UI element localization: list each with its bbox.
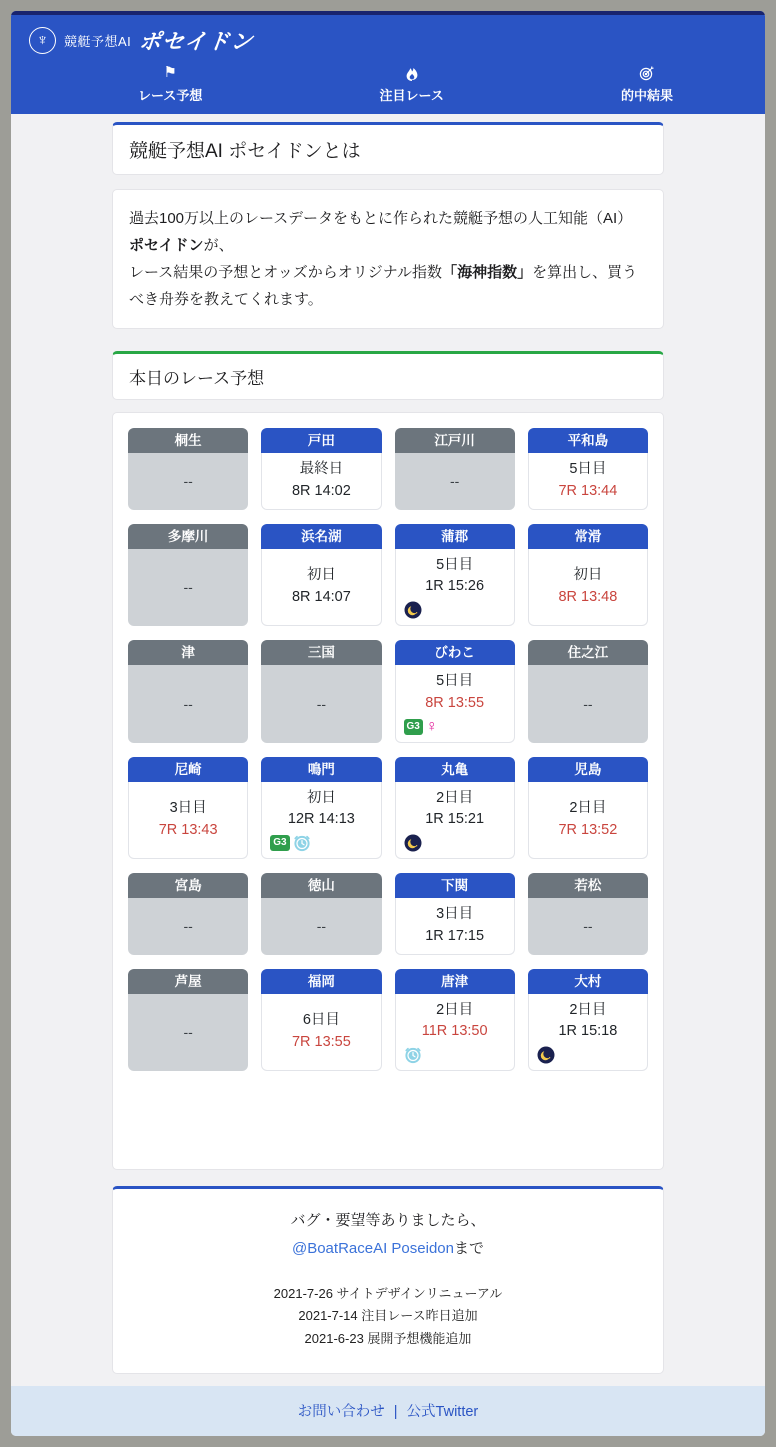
venue-name: 江戸川 — [395, 428, 515, 453]
venue-body — [128, 898, 248, 955]
official-twitter-link[interactable]: 公式Twitter — [406, 1403, 479, 1420]
venue-card — [261, 873, 381, 955]
venue-body — [128, 665, 248, 743]
venue-card[interactable] — [261, 428, 381, 510]
venue-name: 福岡 — [261, 969, 381, 994]
venue-card[interactable] — [395, 524, 515, 627]
venue-grid-card — [112, 412, 664, 1170]
venue-placeholder: -- — [583, 695, 593, 712]
venue-card[interactable] — [261, 524, 381, 627]
venue-body — [395, 994, 515, 1072]
women-race-icon: ♀ — [425, 717, 438, 735]
venue-grid — [128, 428, 648, 1071]
venue-badges — [537, 1046, 555, 1064]
venue-badges — [404, 718, 438, 736]
g3-badge-icon: G3 — [404, 719, 423, 735]
venue-body — [128, 994, 248, 1072]
venue-race-time: 8R 14:07 — [291, 588, 351, 605]
venue-name: 宮島 — [128, 873, 248, 898]
venue-day: 初日 — [306, 567, 336, 583]
venue-body — [261, 898, 381, 955]
venue-body — [261, 782, 381, 860]
venue-race-time: 8R 13:48 — [558, 588, 618, 605]
flame-icon — [405, 64, 419, 81]
venue-name: 三国 — [261, 640, 381, 665]
venue-placeholder: -- — [183, 473, 193, 490]
venue-placeholder: -- — [316, 918, 327, 935]
venue-placeholder: -- — [449, 473, 460, 490]
venue-race-time: 7R 13:44 — [558, 482, 618, 499]
venue-body — [395, 782, 515, 860]
venue-name: 下関 — [395, 873, 515, 898]
about-title-card — [112, 122, 664, 175]
venue-name: 平和島 — [528, 428, 648, 453]
site-header — [11, 11, 765, 114]
venue-placeholder: -- — [183, 1024, 193, 1041]
link-separator: | — [393, 1403, 398, 1420]
venue-name: 唐津 — [395, 969, 515, 994]
venue-card[interactable] — [128, 757, 248, 860]
venue-race-time: 12R 14:13 — [287, 811, 355, 828]
venue-card[interactable] — [528, 428, 648, 510]
venue-placeholder: -- — [583, 918, 593, 935]
venue-name: 若松 — [528, 873, 648, 898]
venue-body — [528, 665, 648, 743]
venue-body — [261, 453, 381, 510]
venue-day: 5日目 — [436, 556, 474, 573]
venue-day: 初日 — [306, 789, 336, 806]
venue-body — [528, 453, 648, 510]
venue-day: 5日目 — [569, 461, 607, 477]
nighter-moon-icon — [404, 834, 422, 852]
nighter-moon-icon — [404, 601, 422, 619]
venue-day: 3日目 — [169, 800, 207, 816]
venue-body — [261, 665, 381, 743]
changelog-entry: 2021-7-14 注目レース昨日追加 — [298, 1308, 478, 1324]
about-description-card — [112, 189, 664, 329]
venue-body — [261, 994, 381, 1072]
venue-name: びわこ — [395, 640, 515, 665]
venue-badges — [404, 601, 422, 619]
venue-name: 芦屋 — [128, 969, 248, 994]
nav-featured-races[interactable] — [379, 64, 443, 104]
venue-day: 2日目 — [569, 800, 607, 816]
venue-card — [395, 428, 515, 510]
venue-card — [128, 969, 248, 1072]
venue-name: 戸田 — [261, 428, 381, 453]
venue-name: 尼崎 — [128, 757, 248, 782]
contact-link[interactable]: お問い合わせ — [297, 1403, 385, 1420]
venue-body — [128, 549, 248, 627]
venue-name: 大村 — [528, 969, 648, 994]
venue-day: 6日目 — [302, 1012, 340, 1028]
bottom-bar — [11, 1386, 765, 1436]
venue-name: 住之江 — [528, 640, 648, 665]
target-icon — [639, 64, 655, 81]
venue-race-time: 1R 15:21 — [425, 811, 485, 828]
venue-body — [395, 665, 515, 743]
page — [11, 11, 765, 1436]
venue-card — [528, 873, 648, 955]
venue-race-time: 7R 13:55 — [291, 1033, 351, 1050]
venue-card — [261, 640, 381, 743]
venue-name: 多摩川 — [128, 524, 248, 549]
venue-badges — [270, 834, 310, 852]
venue-body — [395, 453, 515, 510]
venue-body — [395, 549, 515, 627]
venue-race-time: 1R 15:26 — [425, 578, 485, 595]
venue-name: 津 — [128, 640, 248, 665]
venue-body — [528, 782, 648, 860]
venue-card[interactable] — [261, 757, 381, 860]
bug-request-line: バグ・要望等ありましたら、 — [290, 1212, 486, 1229]
venue-body — [128, 453, 248, 510]
venue-race-time: 8R 14:02 — [291, 482, 351, 499]
contact-line: @BoatRaceAI Poseidonまで — [291, 1239, 484, 1257]
venue-card — [128, 428, 248, 510]
changelog — [129, 1283, 647, 1351]
site-name: ポセイドン — [137, 29, 255, 54]
venue-name: 蒲郡 — [395, 524, 515, 549]
venue-card — [128, 873, 248, 955]
morning-clock-icon — [404, 1046, 422, 1064]
venue-day: 2日目 — [569, 1001, 607, 1018]
venue-badges — [404, 834, 422, 852]
venue-body — [128, 782, 248, 860]
venue-race-time: 1R 17:15 — [425, 927, 485, 944]
venue-name: 桐生 — [128, 428, 248, 453]
today-section-title — [112, 351, 664, 400]
venue-day: 最終日 — [299, 461, 344, 477]
venue-day: 2日目 — [436, 1001, 474, 1018]
venue-race-time: 7R 13:43 — [158, 821, 218, 838]
venue-body — [528, 898, 648, 955]
venue-race-time: 8R 13:55 — [425, 694, 485, 711]
venue-placeholder: -- — [183, 579, 193, 596]
changelog-entry: 2021-6-23 展開予想機能追加 — [304, 1331, 472, 1346]
nighter-moon-icon — [537, 1046, 555, 1064]
venue-day: 5日目 — [436, 673, 474, 689]
venue-card — [528, 640, 648, 743]
venue-name: 児島 — [528, 757, 648, 782]
twitter-account-link[interactable]: @BoatRaceAI Poseidon — [291, 1239, 454, 1257]
nav-label: 的中結果 — [620, 88, 673, 103]
morning-clock-icon — [293, 834, 311, 852]
logo[interactable] — [11, 21, 765, 64]
nav-hit-results[interactable] — [621, 64, 673, 104]
venue-name: 丸亀 — [395, 757, 515, 782]
venue-body — [261, 549, 381, 627]
venue-race-time: 7R 13:52 — [558, 821, 618, 838]
venue-placeholder: -- — [183, 918, 193, 935]
venue-card[interactable] — [395, 757, 515, 860]
venue-card[interactable] — [528, 524, 648, 627]
venue-badges — [404, 1046, 422, 1064]
venue-name: 浜名湖 — [261, 524, 381, 549]
venue-race-time: 11R 13:50 — [421, 1023, 488, 1040]
about-line-1: 過去100万以上のレースデータをもとに作られた競艇予想の人工知能（AI）ポセイドンが、 — [129, 210, 633, 254]
nav-label: レース予想 — [138, 88, 203, 103]
section-title: 本日のレース予想 — [129, 369, 265, 388]
nav-label: 注目レース — [379, 88, 444, 103]
main-content — [112, 114, 664, 1386]
venue-name: 鳴門 — [261, 757, 381, 782]
site-info-card — [112, 1186, 664, 1374]
venue-body — [528, 994, 648, 1072]
venue-name: 徳山 — [261, 873, 381, 898]
venue-day: 3日目 — [436, 906, 474, 922]
venue-name: 常滑 — [528, 524, 648, 549]
venue-day: 初日 — [573, 567, 603, 583]
trident-logo-icon: ♆ — [29, 27, 56, 54]
venue-card[interactable] — [261, 969, 381, 1072]
venue-body — [395, 898, 515, 955]
site-prefix: 競艇予想AI — [64, 34, 132, 49]
venue-card[interactable] — [528, 969, 648, 1072]
venue-card — [128, 640, 248, 743]
venue-card[interactable] — [395, 640, 515, 743]
venue-body — [528, 549, 648, 627]
page-title: 競艇予想AI ポセイドンとは — [129, 141, 361, 162]
venue-race-time: 1R 15:18 — [558, 1023, 618, 1040]
changelog-entry: 2021-7-26 サイトデザインリニューアル — [273, 1285, 503, 1301]
venue-card[interactable] — [395, 969, 515, 1072]
venue-card[interactable] — [395, 873, 515, 955]
nav-race-forecast[interactable] — [138, 64, 202, 104]
venue-placeholder: -- — [316, 695, 327, 712]
venue-day: 2日目 — [436, 789, 474, 806]
venue-card[interactable] — [528, 757, 648, 860]
main-nav — [43, 64, 733, 104]
about-line-2: レース結果の予想とオッズからオリジナル指数「海神指数」を算出し、買うべき舟券を教えてくれます。 — [129, 264, 638, 308]
venue-placeholder: -- — [183, 695, 193, 712]
g3-badge-icon: G3 — [270, 835, 289, 851]
flag-icon: ⚑ — [163, 64, 177, 81]
venue-card — [128, 524, 248, 627]
